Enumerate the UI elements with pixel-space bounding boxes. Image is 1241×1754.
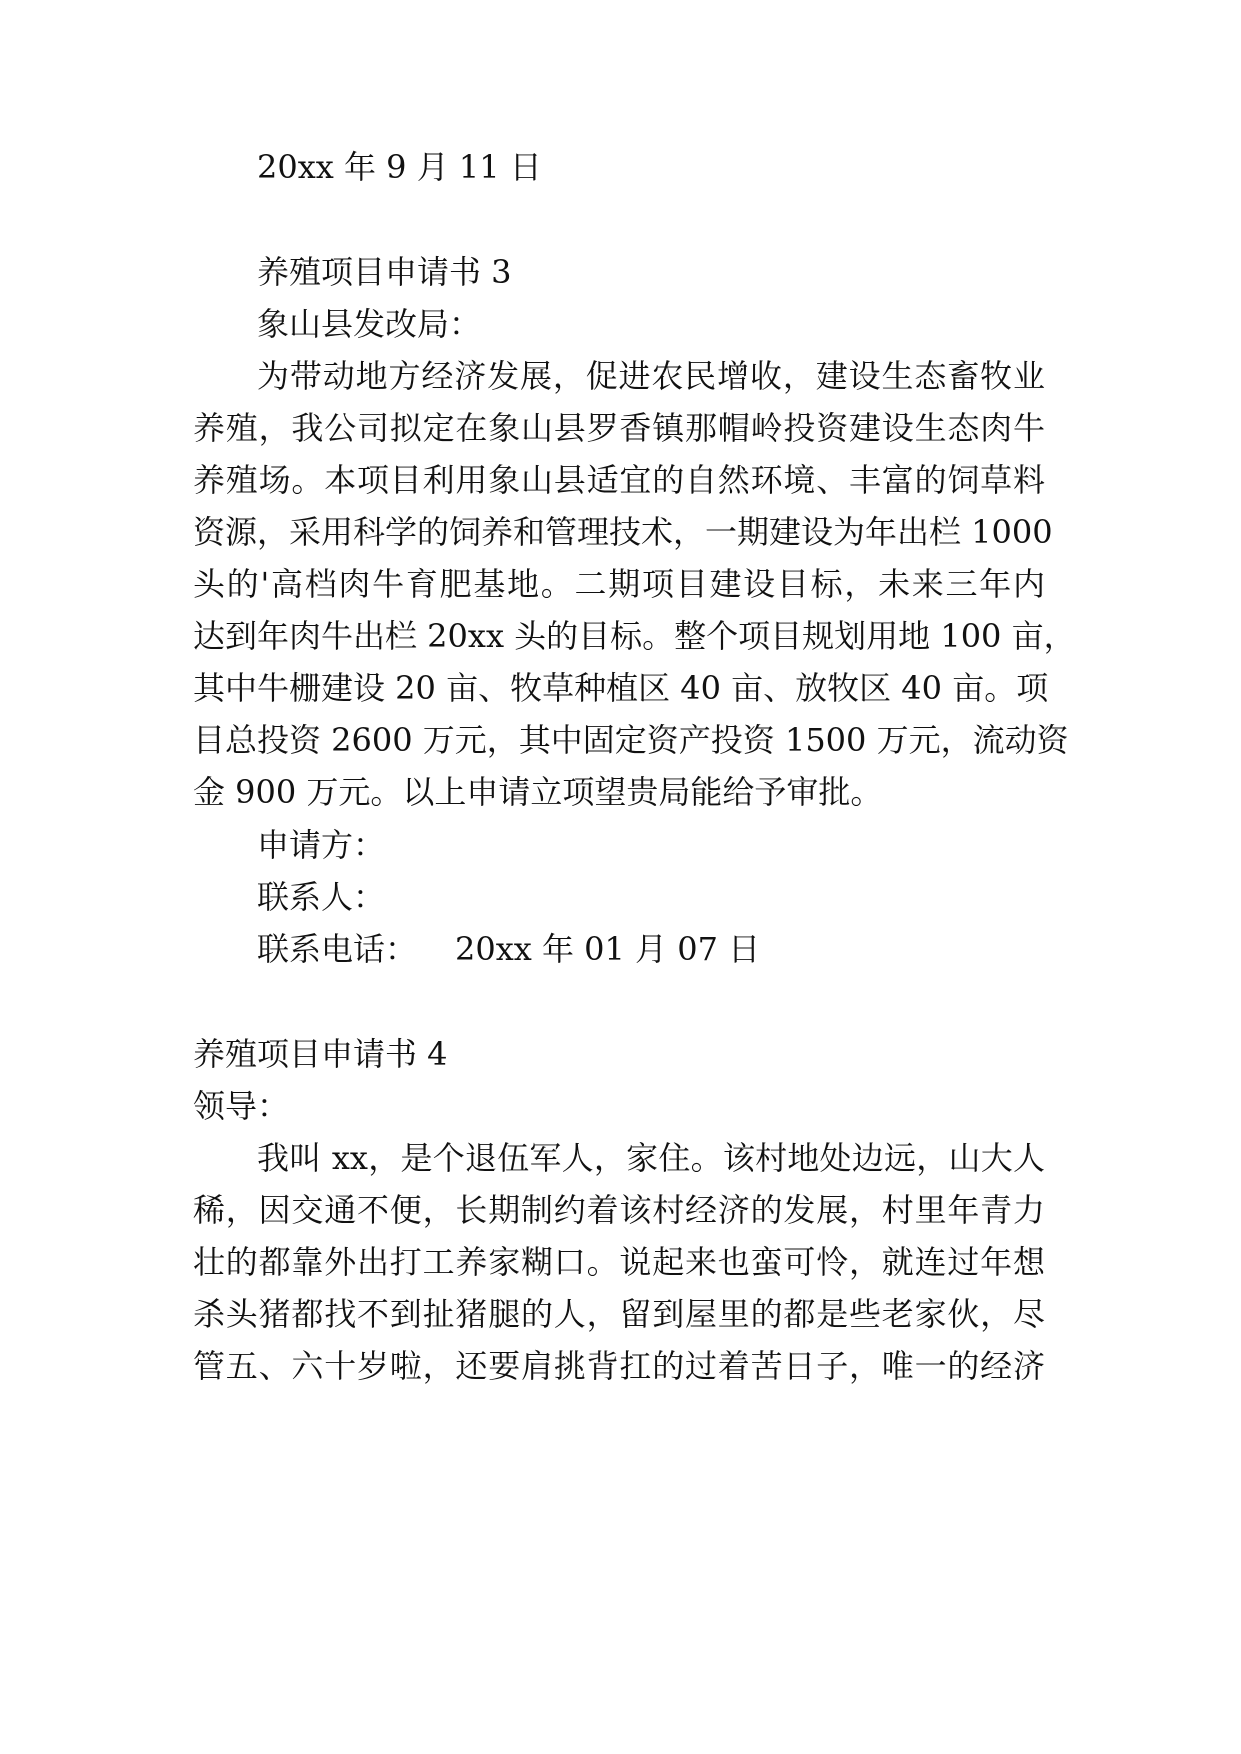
- section4-body-line: 稀，因交通不便，长期制约着该村经济的发展，村里年青力: [193, 1191, 1045, 1229]
- section3-body-line: 养殖，我公司拟定在象山县罗香镇那帽岭投资建设生态肉牛: [193, 409, 1045, 447]
- section4-body-line: 壮的都靠外出打工养家糊口。说起来也蛮可怜，就连过年想: [193, 1243, 1045, 1281]
- section4-body-line: 管五、六十岁啦，还要肩挑背扛的过着苦日子，唯一的经济: [193, 1347, 1045, 1385]
- phone-label: 联系电话：: [257, 930, 418, 968]
- section4-recipient: 领导：: [193, 1087, 290, 1125]
- section3-body-line: 其中牛栅建设 20 亩、牧草种植区 40 亩、放牧区 40 亩。项: [193, 669, 1049, 707]
- section3-body-line: 金 900 万元。以上申请立项望贵局能给予审批。: [193, 773, 883, 811]
- section3-body-line: 达到年肉牛出栏 20xx 头的目标。整个项目规划用地 100 亩，: [193, 617, 1076, 655]
- section3-recipient: 象山县发改局：: [257, 305, 482, 343]
- applicant-label: 申请方：: [257, 826, 386, 864]
- section3-body-line: 为带动地方经济发展，促进农民增收，建设生态畜牧业: [257, 357, 1045, 395]
- section3-date: 20xx 年 01 月 07 日: [455, 930, 761, 968]
- section4-title: 养殖项目申请书 4: [193, 1035, 448, 1073]
- section3-body-line: 目总投资 2600 万元，其中固定资产投资 1500 万元，流动资: [193, 721, 1069, 759]
- section3-title: 养殖项目申请书 3: [257, 253, 512, 291]
- section4-body-line: 我叫 xx，是个退伍军人，家住。该村地处边远，山大人: [257, 1139, 1045, 1177]
- contact-label: 联系人：: [257, 878, 386, 916]
- section4-body-line: 杀头猪都找不到扯猪腿的人，留到屋里的都是些老家伙，尽: [193, 1295, 1045, 1333]
- section3-body-line: 养殖场。本项目利用象山县适宜的自然环境、丰富的饲草料: [193, 461, 1045, 499]
- section3-body-line: 头的'高档肉牛育肥基地。二期项目建设目标，未来三年内: [193, 565, 1045, 603]
- section3-body-line: 资源，采用科学的饲养和管理技术，一期建设为年出栏 1000: [193, 513, 1053, 551]
- top-date: 20xx 年 9 月 11 日: [257, 148, 542, 186]
